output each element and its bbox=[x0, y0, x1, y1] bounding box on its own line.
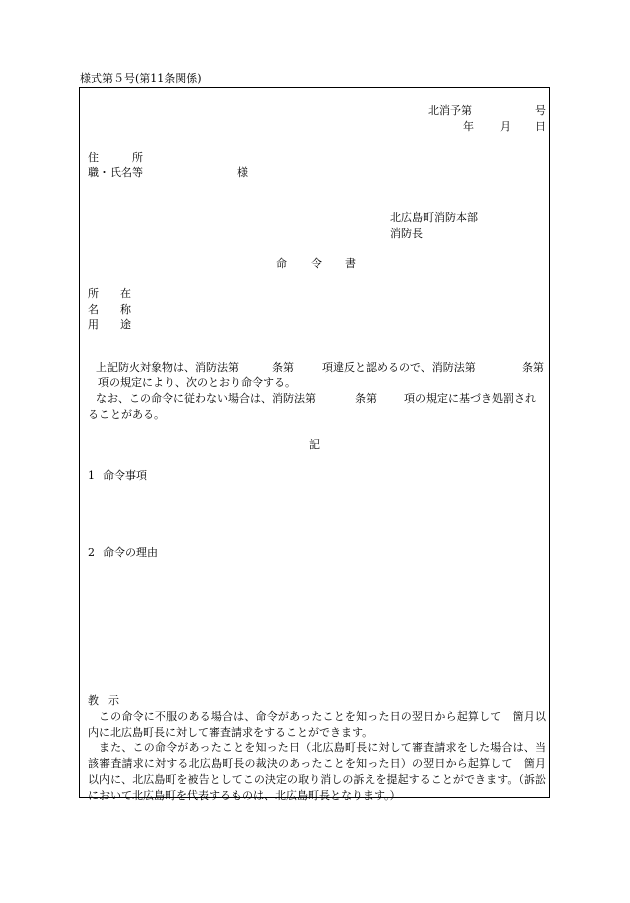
doc-title-char-3: 書 bbox=[345, 257, 356, 270]
body-line3-c: 項の規定に基づき処罰され bbox=[404, 392, 536, 405]
body-line1-c: 項違反と認めるので、消防法第 bbox=[322, 361, 476, 374]
name-label: 職・氏名等 bbox=[88, 166, 143, 179]
issuer-title: 消防長 bbox=[390, 227, 423, 240]
issuer-organization: 北広島町消防本部 bbox=[390, 211, 478, 224]
body-line1-b: 条第 bbox=[272, 361, 294, 374]
name-field-label-2: 称 bbox=[120, 303, 131, 316]
instruction-label-2: 示 bbox=[108, 694, 119, 707]
address-label-1: 住 bbox=[88, 151, 99, 164]
doc-number-prefix: 北消予第 bbox=[428, 104, 472, 117]
instruction-paragraph-2: また、この命令があったことを知った日（北広島町長に対して審査請求をした場合は、当該審査請求に対する北広島町長の裁決のあったことを知った日）の翌日から起算して 箇月以内に、北広島町を被告としてこの決定の取り消しの訴えを提起することができます。（訴訟において北広島町を代表するものは、北広島町長となります。） bbox=[88, 741, 546, 802]
item2-label: 命令の理由 bbox=[103, 546, 158, 559]
doc-title-char-2: 令 bbox=[311, 257, 322, 270]
item1-label: 命令事項 bbox=[103, 469, 147, 482]
date-month: 月 bbox=[500, 120, 511, 133]
date-year: 年 bbox=[463, 120, 474, 133]
doc-number-suffix: 号 bbox=[535, 104, 546, 117]
item1-number: 1 bbox=[88, 469, 95, 482]
instruction-label-1: 教 bbox=[88, 694, 99, 707]
body-line2: 項の規定により、次のとおり命令する。 bbox=[98, 376, 296, 389]
location-label-1: 所 bbox=[88, 287, 99, 300]
ki-mark: 記 bbox=[309, 438, 320, 451]
instruction-paragraph-1: この命令に不服のある場合は、命令があったことを知った日の翌日から起算して 箇月以内に北広島町長に対して審査請求をすることができます。 bbox=[88, 710, 546, 739]
use-label-1: 用 bbox=[88, 318, 99, 331]
body-line4: ることがある。 bbox=[88, 408, 165, 421]
body-line1-a: 上記防火対象物は、消防法第 bbox=[96, 361, 239, 374]
item2-number: 2 bbox=[88, 546, 95, 559]
form-number: 様式第５号(第11条関係) bbox=[80, 72, 202, 85]
body-line3-a: なお、この命令に従わない場合は、消防法第 bbox=[96, 392, 316, 405]
date-day: 日 bbox=[535, 120, 546, 133]
body-line3-b: 条第 bbox=[355, 392, 377, 405]
use-label-2: 途 bbox=[120, 318, 131, 331]
doc-title-char-1: 命 bbox=[276, 257, 287, 270]
name-field-label-1: 名 bbox=[88, 303, 99, 316]
honorific: 様 bbox=[237, 166, 248, 179]
location-label-2: 在 bbox=[120, 287, 131, 300]
address-label-2: 所 bbox=[132, 151, 143, 164]
body-line1-d: 条第 bbox=[522, 361, 544, 374]
